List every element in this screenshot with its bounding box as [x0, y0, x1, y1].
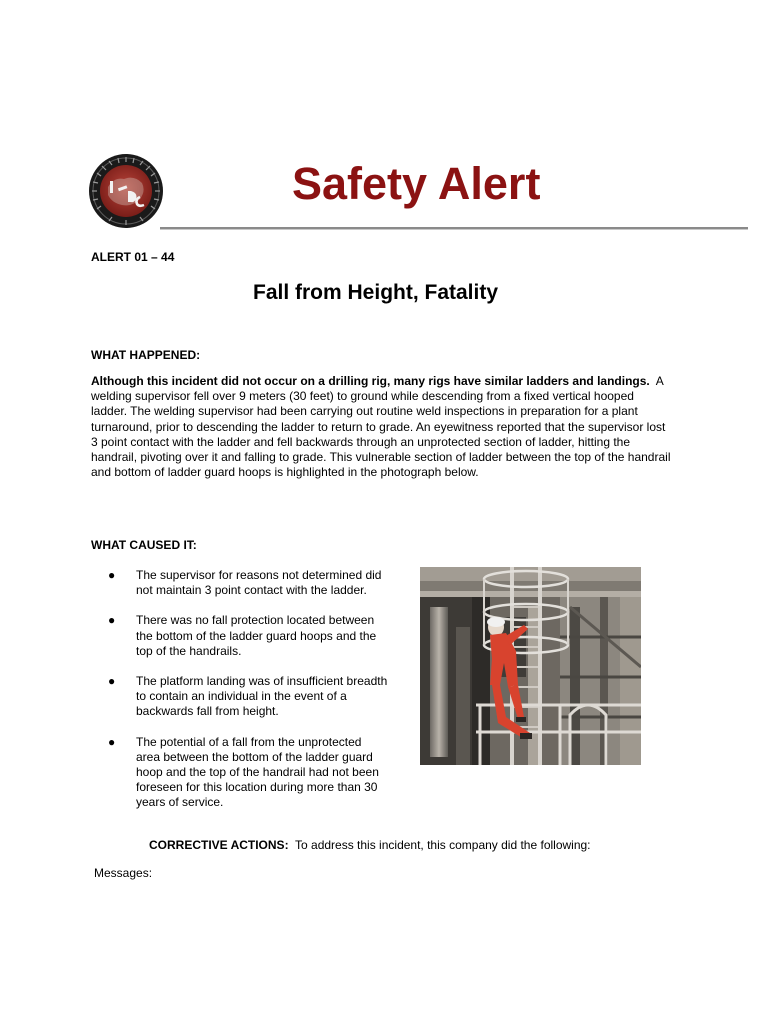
corrective-actions-label: CORRECTIVE ACTIONS:: [149, 838, 289, 852]
list-item: [108, 735, 388, 811]
cause-text: The supervisor for reasons not determined did not maintain 3 point contact with the ladder.: [136, 568, 382, 598]
bullet-icon: ●: [108, 734, 116, 749]
bullet-icon: ●: [108, 674, 116, 689]
corrective-actions-text: To address this incident, this company did the following:: [295, 838, 591, 852]
list-item: [108, 674, 388, 720]
bullet-icon: ●: [108, 613, 116, 628]
messages-label: Messages:: [94, 866, 153, 880]
list-item: [108, 613, 388, 659]
what-happened-paragraph: [91, 374, 671, 480]
cause-text: The potential of a fall from the unprotected area between the bottom of the ladder guard hoop and the top of the handrail had not been foreseen for this location during more than 30 years of service.: [136, 734, 379, 810]
header-divider: [160, 227, 748, 230]
alert-subtitle: Fall from Height, Fatality: [253, 281, 499, 304]
what-caused-heading: WHAT CAUSED IT:: [91, 538, 197, 552]
cause-text: The platform landing was of insufficient breadth to contain an individual in the event of a backwards fall from height.: [136, 674, 388, 719]
what-happened-heading: WHAT HAPPENED:: [91, 348, 201, 362]
corrective-actions: [149, 838, 591, 852]
cause-list: [108, 568, 388, 826]
iadc-logo: [88, 153, 164, 229]
list-item: [108, 568, 388, 598]
what-happened-lead: Although this incident did not occur on a drilling rig, many rigs have similar ladders and landings.: [91, 374, 650, 388]
page-title: Safety Alert: [292, 158, 541, 209]
alert-id: ALERT 01 – 44: [91, 250, 175, 264]
cause-text: There was no fall protection located between the bottom of the ladder guard hoops and the top of the handrails.: [136, 613, 377, 658]
ladder-photo: [420, 567, 641, 765]
bullet-icon: ●: [108, 568, 116, 582]
what-happened-text: A welding supervisor fell over 9 meters (30 feet) to ground while descending from a fixed vertical hooped ladder. The welding supervisor had been carrying out routine weld inspections in preparation for a plant turnaround, prior to descending the ladder to return to grade. An eyewitness reported that the supervisor lost 3 point contact with the ladder and fell backwards through an unprotected section of ladder, hitting the handrail, pivoting over it and falling to grade. This vulnerable section of ladder between the top of the handrail and bottom of ladder guard hoops is highlighted in the photograph below.: [91, 374, 671, 480]
